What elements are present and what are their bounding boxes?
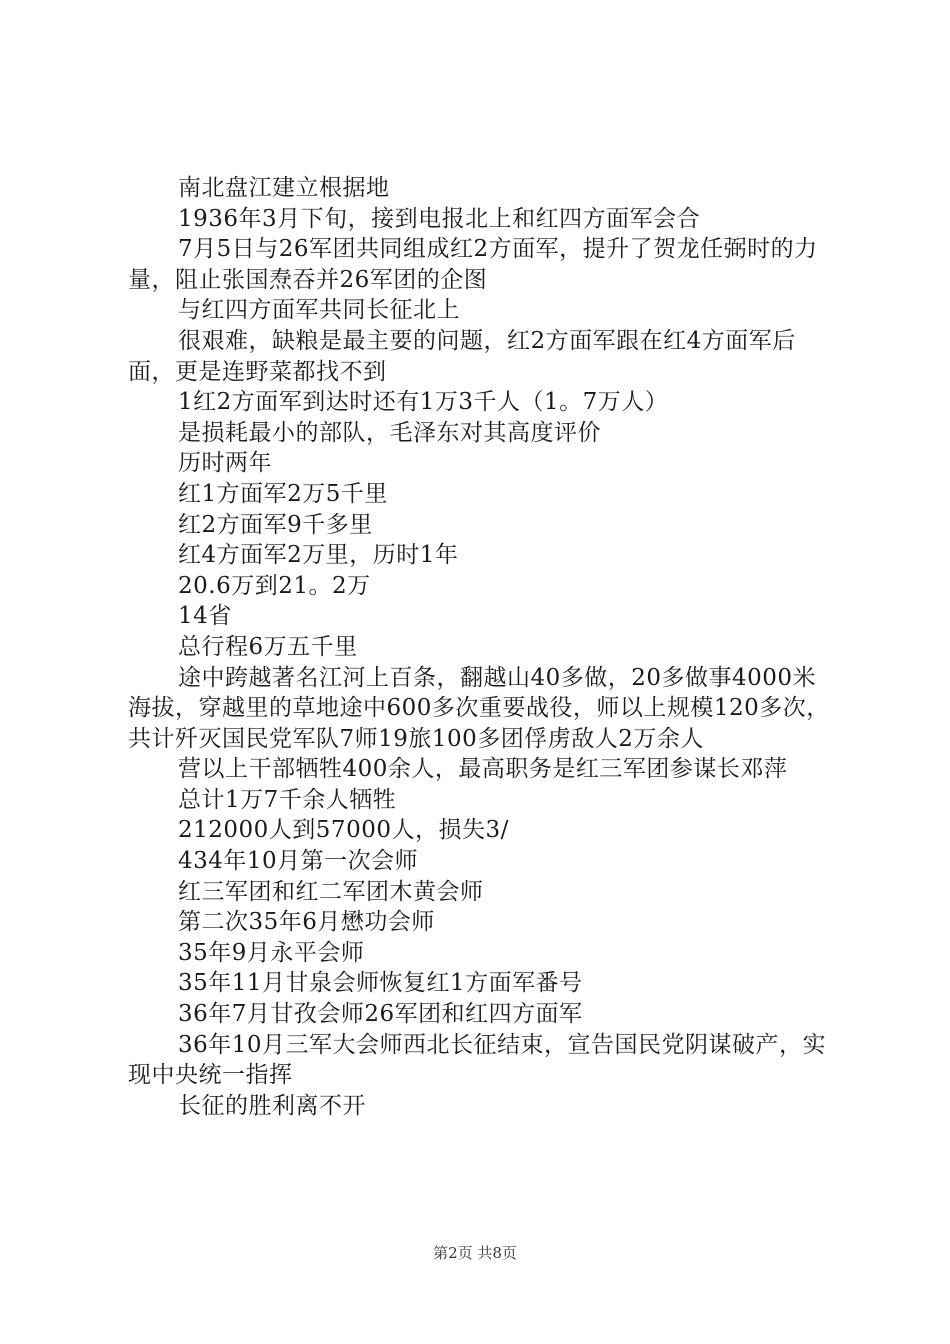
paragraph: 总计1万7千余人牺牲 [178,786,397,813]
paragraph: 第二次35年6月懋功会师 [178,909,435,936]
paragraph: 1红2方面军到达时还有1万3千人（1。7万人） [178,389,669,416]
paragraph: 36年7月甘孜会师26军团和红四方面军 [178,1001,583,1028]
paragraph: 营以上干部牺牲400余人，最高职务是红三军团参谋长邓萍 [178,756,788,783]
document-body [128,173,833,1121]
page-number-footer: 第2页 共8页 [433,1244,517,1262]
paragraph: 7月5日与26军团共同组成红2方面军，提升了贺龙任弼时的力量，阻止张国焘吞并26军团的企图 [128,236,818,293]
paragraph: 14省 [178,603,232,630]
paragraph: 历时两年 [178,450,272,477]
paragraph: 途中跨越著名江河上百条，翻越山40多做，20多做事4000米海拔，穿越里的草地途中600多次重要战役，师以上规模120多次，共计歼灭国民党军队7师19旅100多团俘虏敌人2万余人 [128,664,830,752]
paragraph: 1936年3月下旬，接到电报北上和红四方面军会合 [178,205,701,232]
paragraph: 36年10月三军大会师西北长征结束，宣告国民党阴谋破产，实现中央统一指挥 [128,1031,827,1089]
paragraph: 是损耗最小的部队，毛泽东对其高度评价 [178,419,601,446]
paragraph: 红4方面军2万里，历时1年 [178,542,459,569]
paragraph: 20.6万到21。2万 [178,572,371,599]
paragraph: 长征的胜利离不开 [178,1092,366,1119]
paragraph: 与红四方面军共同长征北上 [178,297,460,324]
paragraph: 434年10月第一次会师 [178,848,419,875]
paragraph: 35年11月甘泉会师恢复红1方面军番号 [178,970,583,997]
paragraph: 35年9月永平会师 [178,939,365,966]
paragraph: 南北盘江建立根据地 [178,175,390,201]
paragraph: 红三军团和红二军团木黄会师 [178,878,484,905]
paragraph: 红2方面军9千多里 [178,511,373,538]
paragraph: 212000人到57000人，损失3/ [178,817,509,844]
paragraph: 总行程6万五千里 [178,633,358,660]
paragraph: 很艰难，缺粮是最主要的问题，红2方面军跟在红4方面军后面，更是连野菜都找不到 [128,327,796,385]
paragraph: 红1方面军2万5千里 [178,480,388,507]
